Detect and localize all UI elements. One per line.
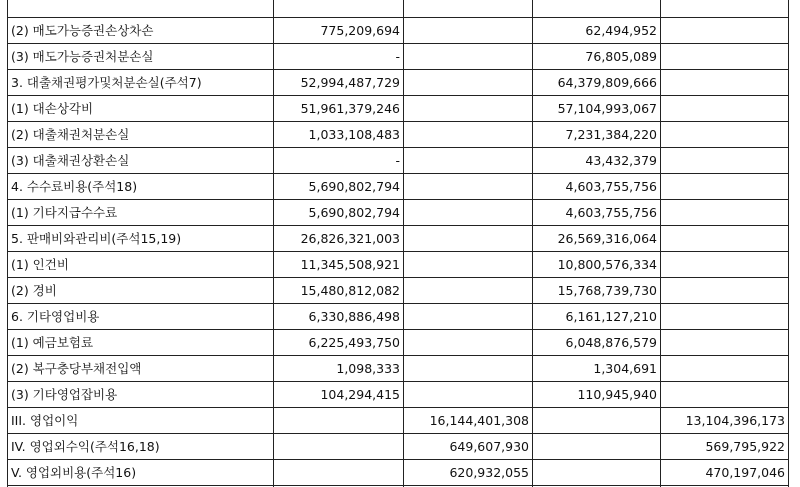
current-period-detail-cell: 11,345,508,921 bbox=[274, 252, 404, 278]
row-label: 5. 판매비와관리비(주석15,19) bbox=[8, 226, 274, 252]
table-body bbox=[8, 0, 789, 487]
table-row bbox=[8, 382, 789, 408]
prior-period-detail-cell: 57,104,993,067 bbox=[533, 96, 661, 122]
table-row bbox=[8, 408, 789, 434]
prior-period-total-cell bbox=[661, 252, 789, 278]
current-period-total-cell bbox=[404, 226, 533, 252]
current-period-detail-cell: 1,033,108,483 bbox=[274, 122, 404, 148]
prior-period-total-cell bbox=[661, 226, 789, 252]
prior-period-detail-cell: 43,432,379 bbox=[533, 148, 661, 174]
table-row bbox=[8, 356, 789, 382]
prior-period-detail-cell bbox=[533, 460, 661, 486]
prior-period-total-cell bbox=[661, 278, 789, 304]
current-period-total-cell bbox=[404, 96, 533, 122]
table-row bbox=[8, 304, 789, 330]
row-label: 4. 수수료비용(주석18) bbox=[8, 174, 274, 200]
current-period-total-cell: 649,607,930 bbox=[404, 434, 533, 460]
row-label: (1) 기타지급수수료 bbox=[8, 200, 274, 226]
current-period-total-cell bbox=[404, 148, 533, 174]
prior-period-total-cell bbox=[661, 18, 789, 44]
current-period-total-cell bbox=[404, 18, 533, 44]
current-period-detail-cell: 1,098,333 bbox=[274, 356, 404, 382]
current-period-total-cell bbox=[404, 278, 533, 304]
prior-period-detail-cell: 26,569,316,064 bbox=[533, 226, 661, 252]
table-row bbox=[8, 226, 789, 252]
current-period-detail-cell: 15,480,812,082 bbox=[274, 278, 404, 304]
prior-period-total-cell: 470,197,046 bbox=[661, 460, 789, 486]
prior-period-detail-cell: 4,603,755,756 bbox=[533, 200, 661, 226]
current-period-detail-cell: 104,294,415 bbox=[274, 382, 404, 408]
row-label: (2) 경비 bbox=[8, 278, 274, 304]
prior-period-total-cell bbox=[661, 174, 789, 200]
row-label: (3) 대출채권상환손실 bbox=[8, 148, 274, 174]
current-period-total-cell bbox=[404, 70, 533, 96]
row-label: IV. 영업외수익(주석16,18) bbox=[8, 434, 274, 460]
table-row bbox=[8, 96, 789, 122]
row-label: (2) 매도가능증권손상차손 bbox=[8, 18, 274, 44]
prior-period-total-cell bbox=[661, 304, 789, 330]
current-period-detail-cell bbox=[274, 460, 404, 486]
row-label bbox=[8, 0, 274, 18]
prior-period-total-cell bbox=[661, 96, 789, 122]
current-period-detail-cell bbox=[274, 0, 404, 18]
prior-period-detail-cell: 15,768,739,730 bbox=[533, 278, 661, 304]
row-label: III. 영업이익 bbox=[8, 408, 274, 434]
current-period-total-cell bbox=[404, 382, 533, 408]
current-period-total-cell bbox=[404, 330, 533, 356]
table-row bbox=[8, 252, 789, 278]
prior-period-total-cell bbox=[661, 200, 789, 226]
row-label: (2) 복구충당부채전입액 bbox=[8, 356, 274, 382]
table-row bbox=[8, 174, 789, 200]
row-label: (3) 매도가능증권처분손실 bbox=[8, 44, 274, 70]
table-row bbox=[8, 0, 789, 18]
current-period-detail-cell: - bbox=[274, 148, 404, 174]
table-row bbox=[8, 278, 789, 304]
table-row bbox=[8, 148, 789, 174]
current-period-detail-cell: 6,330,886,498 bbox=[274, 304, 404, 330]
current-period-total-cell bbox=[404, 200, 533, 226]
prior-period-detail-cell: 6,048,876,579 bbox=[533, 330, 661, 356]
prior-period-detail-cell: 62,494,952 bbox=[533, 18, 661, 44]
prior-period-detail-cell bbox=[533, 408, 661, 434]
prior-period-total-cell: 569,795,922 bbox=[661, 434, 789, 460]
current-period-total-cell bbox=[404, 122, 533, 148]
income-statement-table bbox=[7, 0, 789, 487]
current-period-detail-cell: 5,690,802,794 bbox=[274, 174, 404, 200]
prior-period-detail-cell bbox=[533, 0, 661, 18]
table-row bbox=[8, 200, 789, 226]
current-period-detail-cell: 26,826,321,003 bbox=[274, 226, 404, 252]
current-period-detail-cell: 775,209,694 bbox=[274, 18, 404, 44]
current-period-detail-cell: 5,690,802,794 bbox=[274, 200, 404, 226]
row-label: (3) 기타영업잡비용 bbox=[8, 382, 274, 408]
current-period-detail-cell: 52,994,487,729 bbox=[274, 70, 404, 96]
prior-period-total-cell: 13,104,396,173 bbox=[661, 408, 789, 434]
table-row bbox=[8, 122, 789, 148]
current-period-detail-cell bbox=[274, 408, 404, 434]
current-period-total-cell: 16,144,401,308 bbox=[404, 408, 533, 434]
row-label: 6. 기타영업비용 bbox=[8, 304, 274, 330]
current-period-total-cell bbox=[404, 174, 533, 200]
current-period-detail-cell: 51,961,379,246 bbox=[274, 96, 404, 122]
table-row bbox=[8, 434, 789, 460]
current-period-total-cell: 620,932,055 bbox=[404, 460, 533, 486]
prior-period-detail-cell: 64,379,809,666 bbox=[533, 70, 661, 96]
table-row bbox=[8, 330, 789, 356]
row-label: (1) 예금보험료 bbox=[8, 330, 274, 356]
prior-period-total-cell bbox=[661, 330, 789, 356]
row-label: (2) 대출채권처분손실 bbox=[8, 122, 274, 148]
prior-period-total-cell bbox=[661, 70, 789, 96]
prior-period-total-cell bbox=[661, 0, 789, 18]
prior-period-detail-cell: 110,945,940 bbox=[533, 382, 661, 408]
current-period-total-cell bbox=[404, 356, 533, 382]
prior-period-detail-cell: 6,161,127,210 bbox=[533, 304, 661, 330]
prior-period-detail-cell: 7,231,384,220 bbox=[533, 122, 661, 148]
current-period-detail-cell: - bbox=[274, 44, 404, 70]
current-period-total-cell bbox=[404, 0, 533, 18]
prior-period-detail-cell: 4,603,755,756 bbox=[533, 174, 661, 200]
current-period-detail-cell: 6,225,493,750 bbox=[274, 330, 404, 356]
current-period-detail-cell bbox=[274, 434, 404, 460]
row-label: 3. 대출채권평가및처분손실(주석7) bbox=[8, 70, 274, 96]
prior-period-total-cell bbox=[661, 382, 789, 408]
current-period-total-cell bbox=[404, 304, 533, 330]
prior-period-total-cell bbox=[661, 148, 789, 174]
current-period-total-cell bbox=[404, 252, 533, 278]
prior-period-detail-cell: 1,304,691 bbox=[533, 356, 661, 382]
current-period-total-cell bbox=[404, 44, 533, 70]
prior-period-total-cell bbox=[661, 122, 789, 148]
prior-period-total-cell bbox=[661, 44, 789, 70]
prior-period-detail-cell bbox=[533, 434, 661, 460]
row-label: (1) 인건비 bbox=[8, 252, 274, 278]
prior-period-detail-cell: 76,805,089 bbox=[533, 44, 661, 70]
prior-period-detail-cell: 10,800,576,334 bbox=[533, 252, 661, 278]
table-row bbox=[8, 44, 789, 70]
prior-period-total-cell bbox=[661, 356, 789, 382]
table-row bbox=[8, 18, 789, 44]
table-row bbox=[8, 460, 789, 486]
row-label: V. 영업외비용(주석16) bbox=[8, 460, 274, 486]
table-row bbox=[8, 70, 789, 96]
row-label: (1) 대손상각비 bbox=[8, 96, 274, 122]
